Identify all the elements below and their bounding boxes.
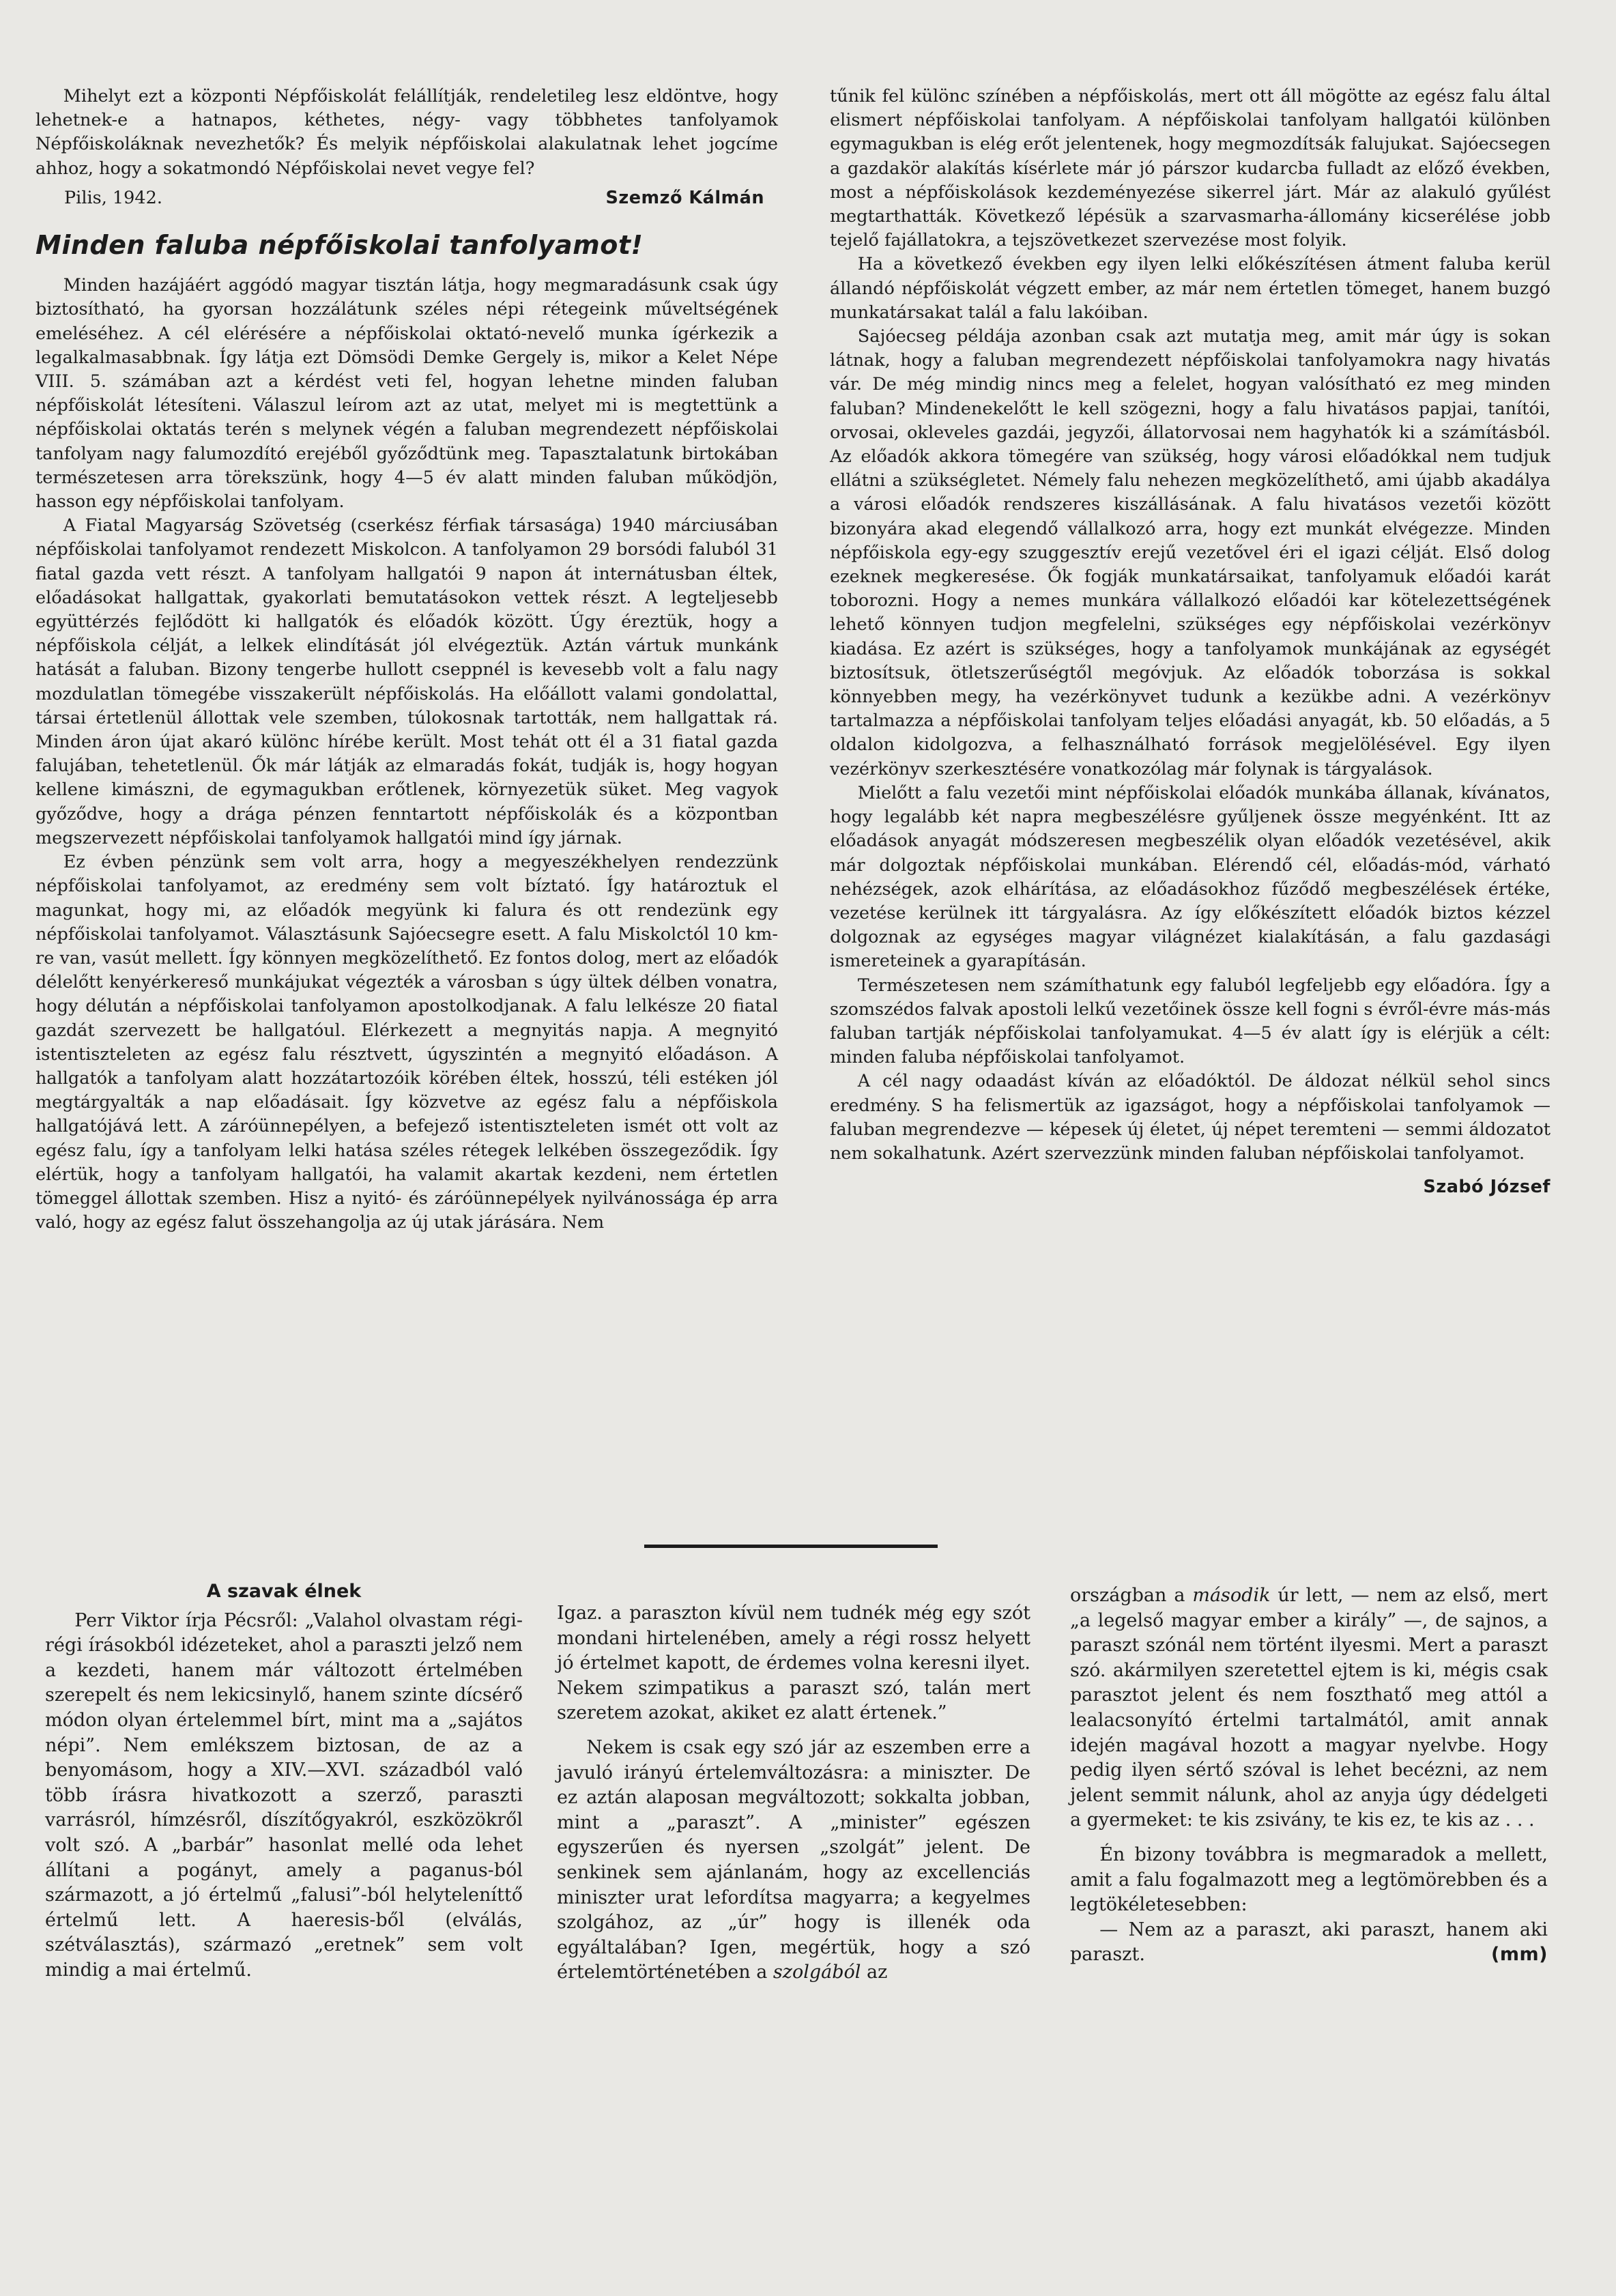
previous-article-signature [35, 186, 778, 210]
section-signature: (mm) [1491, 1944, 1548, 1966]
article-paragraph: Minden hazájáért aggódó magyar tisztán látja, hogy megmaradásunk csak úgy biztosítható, ha gyorsan hozzálátunk széles népi rétegeink műveltségének emeléséhez. A cél elérésére a népfőiskolai oktató-nevelő munka ígérkezik a legalkalmasabbnak. Így látja ezt Dömsödi Demke Gergely is, mikor a Kelet Népe VIII. 5. számában azt a kérdést veti fel, hogyan lehetne minden faluban népfőiskolát létesíteni. Válaszul leírom azt az utat, melyet mi is megtettünk a népfőiskolai oktatás terén s melynek végén a faluban megrendezett népfőiskolai tanfolyam nagy falumozdító erejéből győződtünk meg. Tapasztalatunk birtokában természetesen arra törekszünk, hogy 4—5 év alatt minden faluban működjön, hasson egy népfőiskolai tanfolyam. [35, 275, 778, 513]
article-paragraph: Ez évben pénzünk sem volt arra, hogy a megyeszékhelyen rendezzünk népfőiskolai tanfolyamot, az eredmény sem volt bíztató. Így határoztuk el magunkat, hogy mi, az előadók megyünk ki falura és ott rendezünk egy népfőiskolai tanfolyamot. Választásunk Sajóecsegre esett. A falu Miskolctól 10 km-re van, vasút mellett. Így könnyen megközelíthető. Ez fontos dolog, mert az előadók délelőtt kenyérkereső munkájukat végezték a városban s úgy ültek délben vonatra, hogy délután a népfőiskolai tanfolyamon apostolkodjanak. A falu lelkésze 20 fiatal gazdát szervezett be hallgatóul. Elérkezett a megnyitás napja. A megnyitó istentiszteleten az egész falu résztvett, úgyszintén a megnyitó előadáson. A hallgatók a tanfolyam alatt hozzátartozóik körében éltek, hosszú, téli estéken jól megtárgyalták a nap előadásait. Így közvetve az egész falu a népfőiskola hallgatójává lett. A záróünnepélyen, a befejező istentiszteleten ismét ott volt az egész falu, így a tanfolyam lelki hatása széles rétegek lelkében összegeződik. Így elértük, hogy a tanfolyam hallgatói, ha valamit akartak kezdeni, nem értetlen tömeggel állottak szemben. Hisz a nyitó- és záróünnepélyek nyilvánossága ép arra való, hogy az egész falut összehangolja az új utak járására. Nem [35, 852, 778, 1233]
article-paragraph: A Fiatal Magyarság Szövetség (cserkész férfiak társasága) 1940 márciusában népfőiskolai tanfolyamot rendezett Miskolcon. A tanfolyamon 29 borsódi faluból 31 fiatal gazda vett részt. A tanfolyam hallgatói 9 napon át internátusban éltek, előadásokat hallgattak, gyakorlati bemutatásokon vettek részt. A legteljesebb együttérzés fejlődött ki hallgatók és előadók között. Úgy éreztük, hogy a népfőiskola célját, a lelkek elindítását jól elvégeztük. Aztán vártuk munkánk hatását a faluban. Bizony tengerbe hullott cseppnél is kevesebb volt a falu nagy mozdulatlan tömegébe visszakerült népfőiskolás. Ha előállott valami gondolattal, társai értetlenül állottak vele szemben, túlokosnak tartották, nem hallgattak rá. Minden áron újat akaró különc hírébe került. Most tehát ott él a 31 fiatal gazda falujában, tehetetlenül. Ők már látják az elmaradás fokát, tudják is, hogy hogyan kellene kimászni, de egymagukban erőtlenek, környezetük süket. Meg vagyok győződve, hogy a drága pénzen fenntartott népfőiskolák és a központban megszervezett népfőiskolai tanfolyamok hallgatói mind így járnak. [35, 515, 778, 848]
place-date: Pilis, 1942. [64, 187, 162, 208]
section-heading: A szavak élnek [206, 1581, 362, 1602]
author-name: Szemző Kálmán [605, 187, 764, 208]
bottom-paragraph: Én bizony továbbra is megmaradok a mellett, amit a falu fogalmazott meg a legtömörebben és a legtökéletesebben: [1070, 1843, 1548, 1916]
section-divider [644, 1545, 938, 1548]
bottom-paragraph: Perr Viktor írja Pécsről: „Valahol olvastam régi-régi írásokból idézeteket, ahol a paraszti jelző nem a kezdeti, hanem már változott értelmében szerepelt és nem lekicsinylő, hanem szinte dícsérő módon olyan értelemmel bírt, mint ma a „sajátos népi”. Nem emlékszem biztosan, de az a benyomásom, hogy a XIV.—XVI. századból való több írásra hivatkozott a szerző, paraszti varrásról, hímzésről, díszítőgyakról, eszközökről volt szó. A „barbár” hasonlat mellé oda lehet állítani a pogányt, amely a paganus-ból származott, a jó értelmű „falusi”-ból helyteleníttő értelmű lett. A haeresis-ből (elválás, szétválasztás), származó „eretnek” sem volt mindig a mai értelmű. [45, 1609, 523, 1981]
author-name: Szabó József [1423, 1177, 1550, 1198]
bottom-column-3 [1070, 1583, 1548, 1968]
previous-article-ending: Mihelyt ezt a központi Népfőiskolát felállítják, rendeletileg lesz eldöntve, hogy lehetnek-e a hatnapos, kéthetes, négy- vagy többhetes tanfolyamok Népfőiskoláknak nevezhetők? És melyik népfőiskolai alakulatnak lehet jogcíme ahhoz, hogy a sokatmondó Népfőiskolai nevet vegye fel? [35, 86, 778, 179]
article-paragraph: Természetesen nem számíthatunk egy faluból legfeljebb egy előadóra. Így a szomszédos falvak apostoli lelkű vezetőinek össze kell fogni s évről-évre más-más faluban tartják népfőiskolai tanfolyamukat. 4—5 év alatt így is elérjük a célt: minden faluba népfőiskolai tanfolyamot. [830, 975, 1550, 1068]
bottom-column-2 [557, 1601, 1030, 1985]
article-title: Minden faluba népfőiskolai tanfolyamot! [35, 230, 644, 261]
article-paragraph: A cél nagy odaadást kíván az előadóktól. De áldozat nélkül sehol sincs eredmény. S ha felismertük az igazságot, hogy a népfőiskolai tanfolyamok — faluban megrendezve — képesek új életet, új népet teremteni — semmi áldozatot nem sokalhatunk. Azért szervezzünk minden faluban népfőiskolai tanfolyamot. [830, 1071, 1550, 1164]
article-paragraph: Mielőtt a falu vezetői mint népfőiskolai előadók munkába állanak, kívánatos, hogy legalább két napra megbeszélésre gyűljenek össze megyénként. Itt az előadások anyagát módszeresen megbeszélik olyan előadók vezetésével, akik már dolgoztak népfőiskolai munkában. Elérendő cél, előadás-mód, várható nehézségek, azok elhárítása, az előadásokhoz fűződő megbeszélések értéke, vezetése kerülnek itt tárgyalásra. Az így előkészített előadók biztos kézzel dolgoznak az egységes magyar világnézet kialakításán, a falu gazdasági ismereteinek a gyarapításán. [830, 782, 1550, 972]
left-column [35, 85, 778, 1235]
bottom-paragraph: országban a második úr lett, — nem az első, mert „a legelső magyar ember a király” —, de sajnos, a paraszt szónál nem történt ilyesmi. Mert a paraszt szó. akármilyen szeretettel ejtem is ki, mégis csak parasztot jelent és nem foszthatő meg attól a lealacsonyító értelmi tartalmától, amit annak idején magával hozott a magyar nyelvbe. Hogy pedig ilyen sértő szóval is lehet becézni, az nem jelent semmit nálunk, ahol az anyja úgy dédelgeti a gyermeket: te kis zsivány, te kis ez, te kis az . . . [1070, 1585, 1548, 1831]
right-column [830, 85, 1550, 1199]
bottom-quote: — Nem az a paraszt, aki paraszt, hanem aki paraszt. (mm) [1070, 1918, 1548, 1968]
article-paragraph: Sajóecseg példája azonban csak azt mutatja meg, amit már úgy is sokan látnak, hogy a faluban megrendezett népfőiskolai tanfolyamokra nagy hivatás vár. De még mindig nincs meg a felelet, hogyan valósítható ez meg minden faluban? Mindenekelőtt le kell szögezni, hogy a falu hivatásos papjai, tanítói, orvosai, okleveles gazdái, jegyzői, állatorvosai nem hagyhatók ki a számításból. Az előadók akkora tömegére van szükség, hogy városi előadókkal nem tudjuk ellátni a szükségletet. Némely falu nehezen megközelíthető, ami újabb akadálya a városi előadók rendszeres kiszállásának. A falu hivatásos vezetői között bizonyára akad elegendő vállalkozó arra, hogy ezt munkát elvégezze. Minden népfőiskola egy-egy szuggesztív erejű vezetővel éri el igazi célját. Első dolog ezeknek megkeresése. Ők fogják munkatársaikat, tanfolyamuk előadói karát toborozni. Hogy a nemes munkára vállalkozó előadói kar kötelezettségének lehető könnyen tudjon megfelelni, szükséges egy népfőiskolai vezérkönyv kiadása. Ez azért is szükséges, hogy a tanfolyamok munkájának az egységét biztosítsuk, ötletszerűségtől megóvjuk. Az előadók toborzása is sokkal könnyebben megy, ha vezérkönyvet tudunk a kezükbe adni. A vezérkönyv tartalmazza a népfőiskolai tanfolyam teljes előadási anyagát, kb. 50 előadás, a 5 oldalon kidolgozva, a felhasználható források megjelölésével. Egy ilyen vezérkönyv szerkesztésére vonatkozólag már folynak is tárgyalások. [830, 326, 1550, 779]
article-paragraph: Ha a következő években egy ilyen lelki előkészítésen átment faluba kerül állandó népfőiskolát végzett ember, az már nem értetlen tömeget, hanem buzgó munkatársakat talál a falu lakóiban. [830, 254, 1550, 323]
bottom-paragraph: Nekem is csak egy szó jár az eszemben erre a javuló irányú értelemváltozásra: a miniszter. De ez aztán alaposan megváltozott; sokkalta jobban, mint a „paraszt”. A „minister” egészen egyszerűen és nyersen „szolgát” jelent. De senkinek sem ajánlanám, hogy az excellenciás miniszter urat lefordítsa magyarra; a kegyelmes szolgához, az „úr” hogy is illenék oda egyáltalában? Igen, megértük, hogy a szó értelemtörténetében a szolgából az [557, 1736, 1030, 1983]
bottom-column-1 [45, 1579, 523, 1983]
bottom-paragraph: Igaz. a paraszton kívül nem tudnék még egy szót mondani hirtelenében, amely a régi rossz helyett jó értelmet kapott, de érdemes volna keresni ilyet. Nekem szimpatikus a paraszt szó, talán mert szeretem azokat, akiket ez alatt értenek.” [557, 1603, 1030, 1724]
article-paragraph: tűnik fel különc színében a népfőiskolás, mert ott áll mögötte az egész falu által elismert népfőiskolai tanfolyam. A népfőiskolai tanfolyam hallgatói különben egymagukban is elég erőt jelentenek, hogy megmozdítsák falujukat. Sajóecsegen a gazdakör alakítás kísérlete már jó párszor kudarcba fulladt az előző években, most a népfőiskolások kezdeményezése sikerrel járt. Már az alakuló gyűlést megtarthatták. Következő lépésük a szarvasmarha-állomány kicserélése jobb tejelő fajállatokra, a tejszövetkezet szervezése most folyik. [830, 86, 1550, 251]
